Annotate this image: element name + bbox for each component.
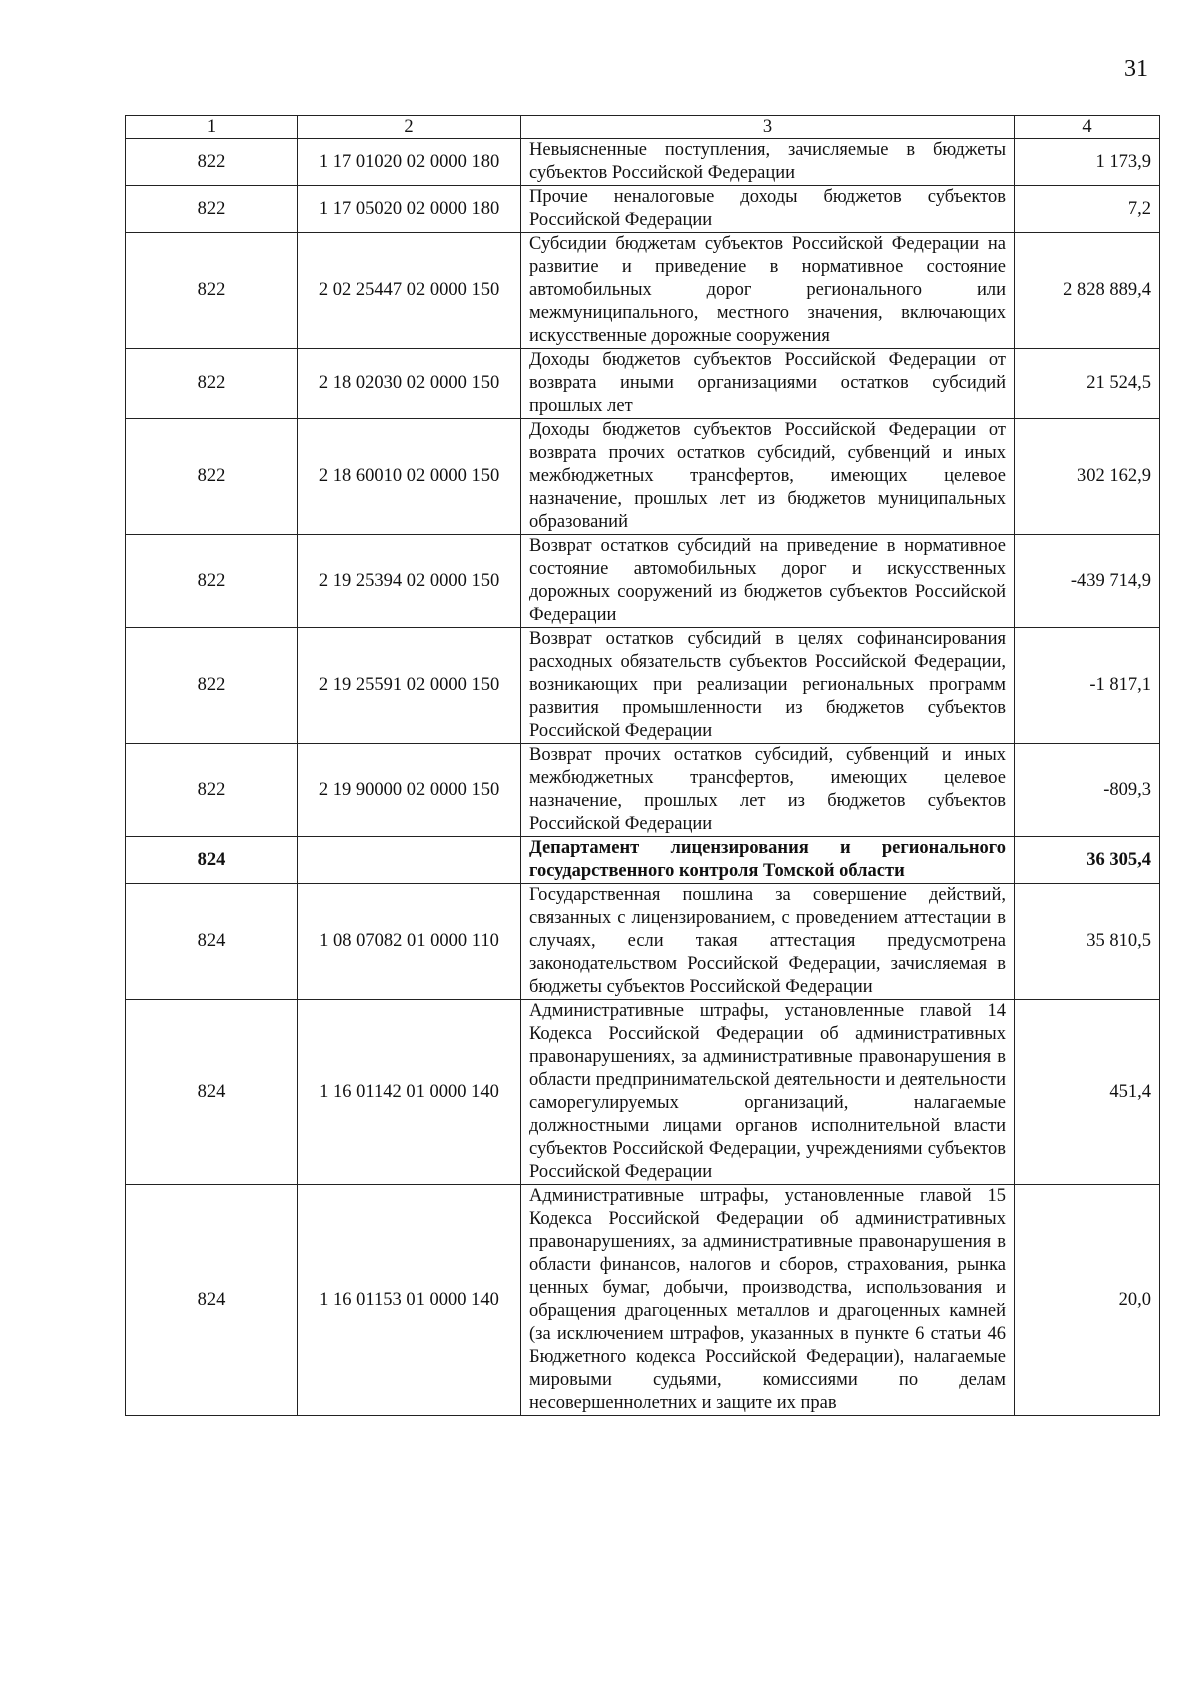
budget-code-cell: 2 18 02030 02 0000 150: [298, 349, 521, 419]
description-cell: Административные штрафы, установленные главой 14 Кодекса Российской Федерации об административных правонарушениях, за административные правонарушения в области предпринимательской деятельности и деятельности саморегулируемых организаций, налагаемые должностными лицами органов исполнительной власти субъектов Российской Федерации, учреждениями субъектов Российской Федерации: [521, 1000, 1015, 1185]
budget-code-cell: 2 02 25447 02 0000 150: [298, 233, 521, 349]
table-row: [126, 1185, 1160, 1416]
admin-code-cell: 824: [126, 1000, 298, 1185]
department-total-cell: 36 305,4: [1015, 837, 1160, 884]
description-cell: Субсидии бюджетам субъектов Российской Федерации на развитие и приведение в нормативное состояние автомобильных дорог регионального или межмуниципального, местного значения, включающих искусственные дорожные сооружения: [521, 233, 1015, 349]
table-row: [126, 233, 1160, 349]
amount-cell: -1 817,1: [1015, 628, 1160, 744]
header-col-2: 2: [298, 116, 521, 139]
table-row: [126, 744, 1160, 837]
table-row: [126, 1000, 1160, 1185]
admin-code-cell: 822: [126, 419, 298, 535]
admin-code-cell: 824: [126, 837, 298, 884]
amount-cell: -809,3: [1015, 744, 1160, 837]
budget-code-cell: [298, 837, 521, 884]
amount-cell: 7,2: [1015, 186, 1160, 233]
amount-cell: 35 810,5: [1015, 884, 1160, 1000]
department-header-row: [126, 837, 1160, 884]
department-name-cell: Департамент лицензирования и регионального государственного контроля Томской области: [521, 837, 1015, 884]
amount-cell: 20,0: [1015, 1185, 1160, 1416]
revenue-table: [125, 115, 1160, 1416]
amount-cell: -439 714,9: [1015, 535, 1160, 628]
description-cell: Государственная пошлина за совершение действий, связанных с лицензированием, с проведением аттестации в случаях, если такая аттестация предусмотрена законодательством Российской Федерации, зачисляемая в бюджеты субъектов Российской Федерации: [521, 884, 1015, 1000]
description-cell: Возврат прочих остатков субсидий, субвенций и иных межбюджетных трансфертов, имеющих целевое назначение, прошлых лет из бюджетов субъектов Российской Федерации: [521, 744, 1015, 837]
table-row: [126, 186, 1160, 233]
description-cell: Доходы бюджетов субъектов Российской Федерации от возврата прочих остатков субсидий, субвенций и иных межбюджетных трансфертов, имеющих целевое назначение, прошлых лет из бюджетов муниципальных образований: [521, 419, 1015, 535]
amount-cell: 1 173,9: [1015, 139, 1160, 186]
admin-code-cell: 822: [126, 186, 298, 233]
table-row: [126, 419, 1160, 535]
budget-code-cell: 2 18 60010 02 0000 150: [298, 419, 521, 535]
description-cell: Прочие неналоговые доходы бюджетов субъектов Российской Федерации: [521, 186, 1015, 233]
description-cell: Невыясненные поступления, зачисляемые в бюджеты субъектов Российской Федерации: [521, 139, 1015, 186]
header-col-1: 1: [126, 116, 298, 139]
budget-code-cell: 2 19 90000 02 0000 150: [298, 744, 521, 837]
amount-cell: 21 524,5: [1015, 349, 1160, 419]
table-row: [126, 535, 1160, 628]
table-row: [126, 349, 1160, 419]
budget-code-cell: 2 19 25394 02 0000 150: [298, 535, 521, 628]
description-cell: Административные штрафы, установленные главой 15 Кодекса Российской Федерации об административных правонарушениях, за административные правонарушения в области финансов, налогов и сборов, страхования, рынка ценных бумаг, добычи, производства, использования и обращения драгоценных металлов и драгоценных камней (за исключением штрафов, указанных в пункте 6 статьи 46 Бюджетного кодекса Российской Федерации), налагаемые мировыми судьями, комиссиями по делам несовершеннолетних и защите их прав: [521, 1185, 1015, 1416]
amount-cell: 2 828 889,4: [1015, 233, 1160, 349]
amount-cell: 451,4: [1015, 1000, 1160, 1185]
table-row: [126, 884, 1160, 1000]
admin-code-cell: 822: [126, 535, 298, 628]
admin-code-cell: 822: [126, 628, 298, 744]
description-cell: Возврат остатков субсидий на приведение в нормативное состояние автомобильных дорог и искусственных дорожных сооружений из бюджетов субъектов Российской Федерации: [521, 535, 1015, 628]
budget-code-cell: 2 19 25591 02 0000 150: [298, 628, 521, 744]
page-number: 31: [1124, 56, 1148, 82]
header-col-3: 3: [521, 116, 1015, 139]
header-col-4: 4: [1015, 116, 1160, 139]
budget-code-cell: 1 16 01142 01 0000 140: [298, 1000, 521, 1185]
amount-cell: 302 162,9: [1015, 419, 1160, 535]
table-row: [126, 139, 1160, 186]
admin-code-cell: 824: [126, 884, 298, 1000]
budget-code-cell: 1 17 01020 02 0000 180: [298, 139, 521, 186]
budget-code-cell: 1 08 07082 01 0000 110: [298, 884, 521, 1000]
budget-code-cell: 1 16 01153 01 0000 140: [298, 1185, 521, 1416]
description-cell: Возврат остатков субсидий в целях софинансирования расходных обязательств субъектов Российской Федерации, возникающих при реализации региональных программ развития промышленности из бюджетов субъектов Российской Федерации: [521, 628, 1015, 744]
admin-code-cell: 822: [126, 139, 298, 186]
description-cell: Доходы бюджетов субъектов Российской Федерации от возврата иными организациями остатков субсидий прошлых лет: [521, 349, 1015, 419]
table-header-row: [126, 116, 1160, 139]
admin-code-cell: 824: [126, 1185, 298, 1416]
table-row: [126, 628, 1160, 744]
admin-code-cell: 822: [126, 744, 298, 837]
admin-code-cell: 822: [126, 349, 298, 419]
admin-code-cell: 822: [126, 233, 298, 349]
budget-code-cell: 1 17 05020 02 0000 180: [298, 186, 521, 233]
